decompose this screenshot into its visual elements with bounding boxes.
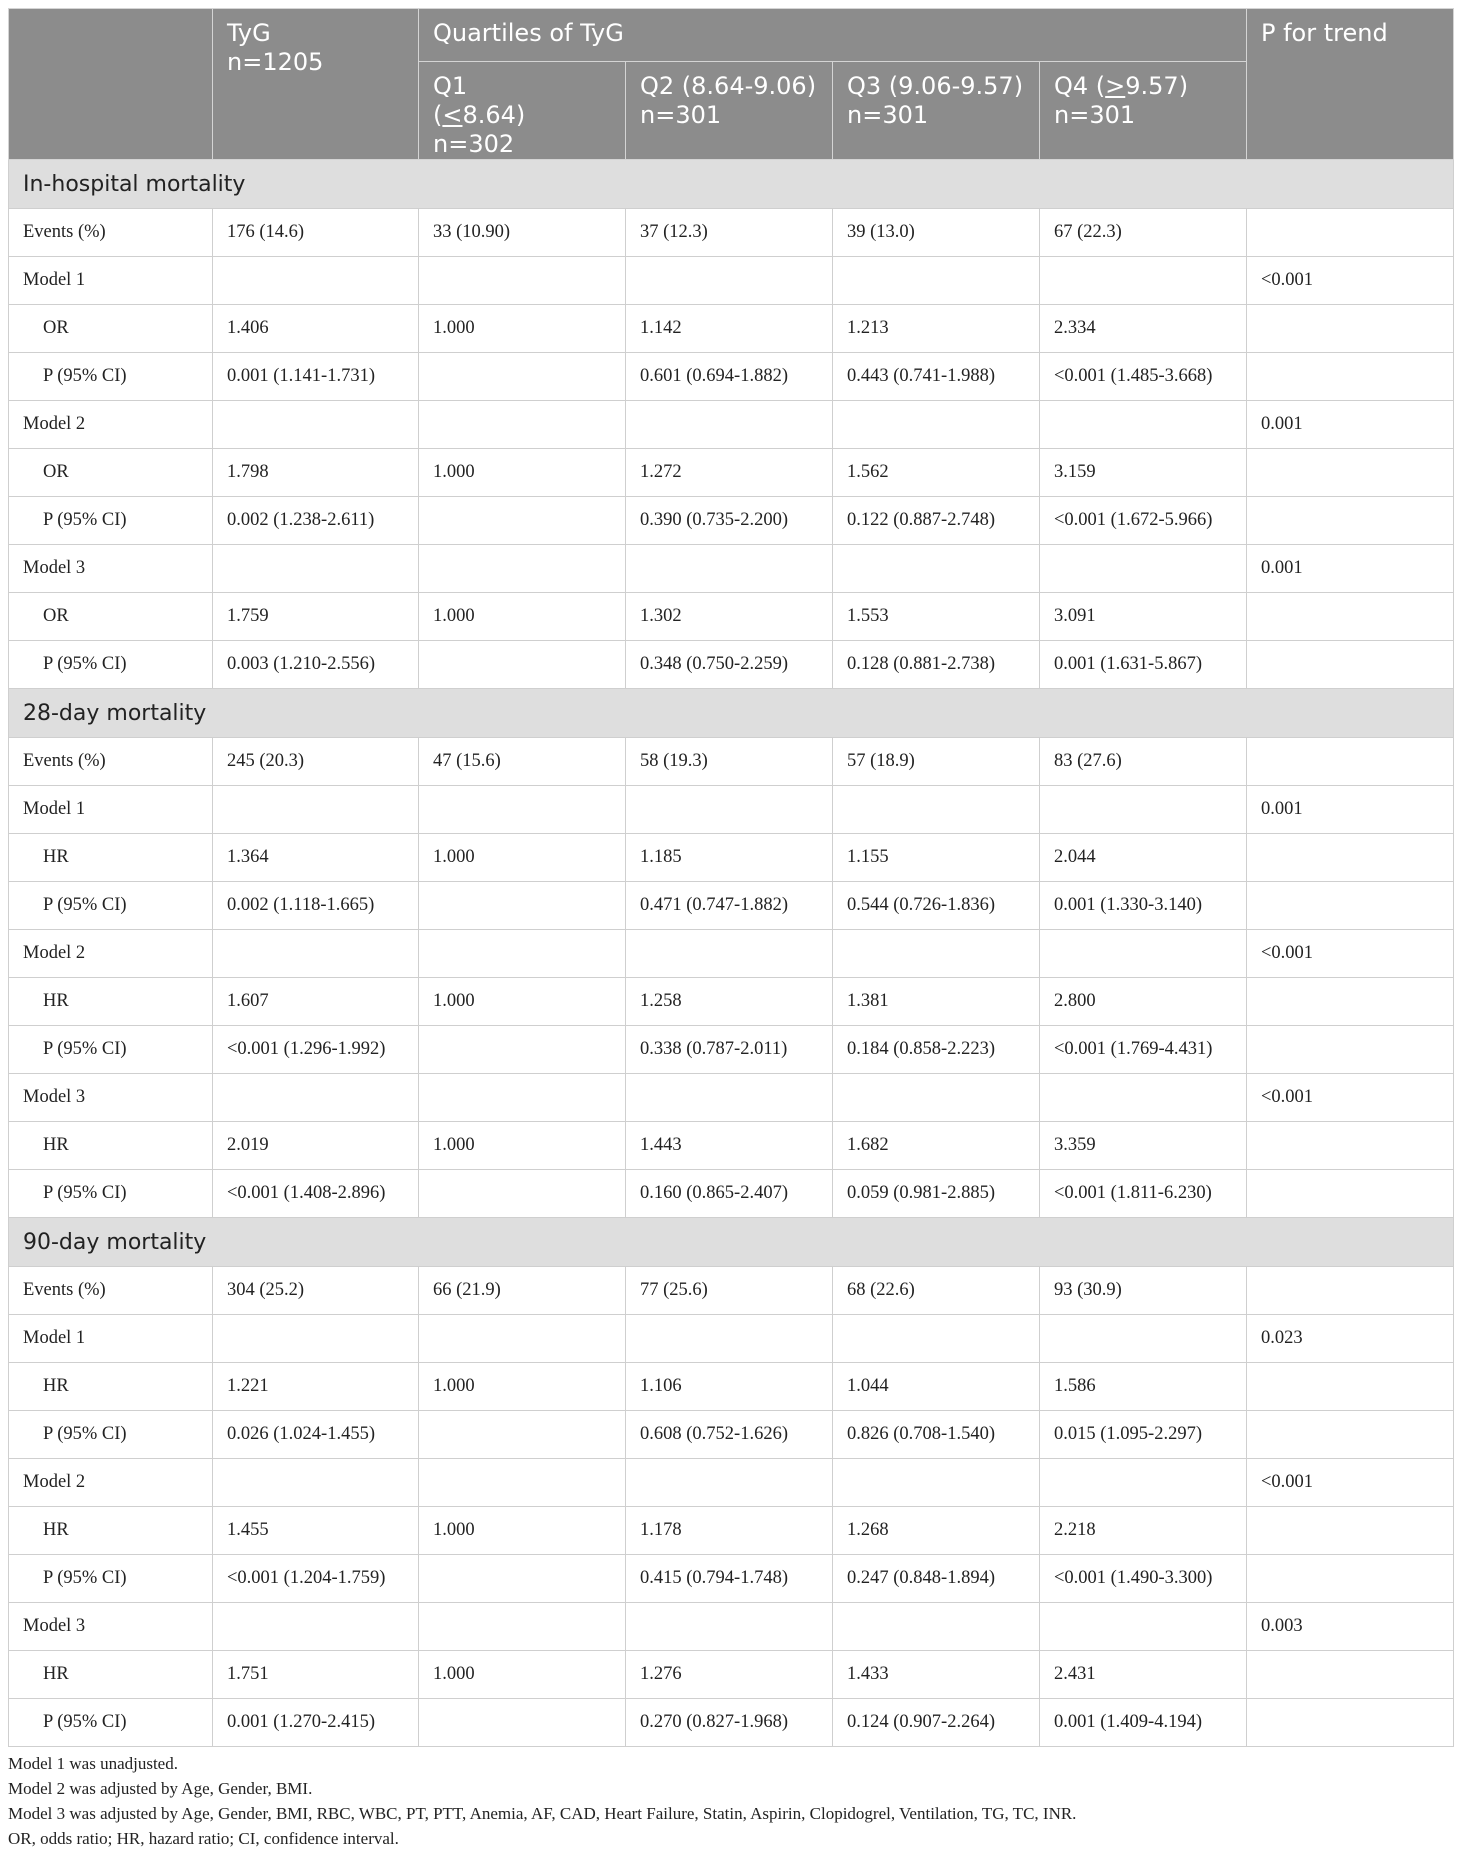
table-cell: 0.415 (0.794-1.748) <box>626 1555 833 1603</box>
table-cell: 1.798 <box>213 449 419 497</box>
header-tyg-n: n=1205 <box>227 48 324 76</box>
ratio-row <box>9 305 1454 353</box>
table-cell: <0.001 (1.811-6.230) <box>1040 1170 1247 1218</box>
table-cell: 0.128 (0.881-2.738) <box>833 641 1040 689</box>
model-row <box>9 786 1454 834</box>
table-cell: 1.607 <box>213 978 419 1026</box>
table-cell: 1.000 <box>419 449 626 497</box>
table-cell: 1.155 <box>833 834 1040 882</box>
model-row <box>9 930 1454 978</box>
table-cell: 1.553 <box>833 593 1040 641</box>
table-cell: 0.471 (0.747-1.882) <box>626 882 833 930</box>
table-cell: 1.000 <box>419 1507 626 1555</box>
footnotes <box>8 1751 1453 1851</box>
footnote-line: Model 3 was adjusted by Age, Gender, BMI, RBC, WBC, PT, PTT, Anemia, AF, CAD, Heart Failure, Statin, Aspirin, Clopidogrel, Ventilation, TG, TC, INR. <box>8 1804 1077 1823</box>
table-cell: 0.002 (1.118-1.665) <box>213 882 419 930</box>
header-blank <box>9 9 213 160</box>
p-ci-row <box>9 641 1454 689</box>
table-cell: 1.302 <box>626 593 833 641</box>
table-cell: 0.001 (1.409-4.194) <box>1040 1699 1247 1747</box>
ratio-row <box>9 593 1454 641</box>
table-cell: 68 (22.6) <box>833 1267 1040 1315</box>
table-cell: 3.359 <box>1040 1122 1247 1170</box>
table-cell: Events (%) <box>9 209 213 257</box>
table-cell: <0.001 (1.769-4.431) <box>1040 1026 1247 1074</box>
table-cell: 93 (30.9) <box>1040 1267 1247 1315</box>
table-cell: HR <box>9 1363 213 1411</box>
table-cell: 0.001 (1.631-5.867) <box>1040 641 1247 689</box>
page <box>8 8 1453 1851</box>
p-trend-value: <0.001 <box>1247 930 1454 978</box>
table-cell <box>1247 641 1454 689</box>
table-cell <box>1247 1411 1454 1459</box>
table-cell: 1.562 <box>833 449 1040 497</box>
table-cell: 2.431 <box>1040 1651 1247 1699</box>
table-cell: 33 (10.90) <box>419 209 626 257</box>
table-cell <box>1247 882 1454 930</box>
table-cell <box>1040 1603 1247 1651</box>
table-cell: 2.334 <box>1040 305 1247 353</box>
table-cell: 1.272 <box>626 449 833 497</box>
table-cell <box>419 641 626 689</box>
table-cell: HR <box>9 978 213 1026</box>
p-trend-value: 0.001 <box>1247 545 1454 593</box>
table-cell <box>419 786 626 834</box>
events-row <box>9 1267 1454 1315</box>
header-tyg-title: TyG <box>227 19 271 47</box>
table-cell <box>419 1074 626 1122</box>
table-cell: 304 (25.2) <box>213 1267 419 1315</box>
table-cell: 1.586 <box>1040 1363 1247 1411</box>
table-cell: 1.000 <box>419 1363 626 1411</box>
table-cell <box>419 1459 626 1507</box>
table-cell: 3.159 <box>1040 449 1247 497</box>
table-cell: 0.270 (0.827-1.968) <box>626 1699 833 1747</box>
table-cell: 1.443 <box>626 1122 833 1170</box>
table-cell <box>626 545 833 593</box>
p-trend-value: 0.003 <box>1247 1603 1454 1651</box>
model-row <box>9 1315 1454 1363</box>
events-row <box>9 738 1454 786</box>
table-cell: Events (%) <box>9 1267 213 1315</box>
table-cell <box>626 1459 833 1507</box>
p-trend-value: 0.001 <box>1247 786 1454 834</box>
model-label: Model 2 <box>9 930 213 978</box>
model-row <box>9 401 1454 449</box>
table-cell <box>1040 930 1247 978</box>
table-cell: 1.759 <box>213 593 419 641</box>
table-cell <box>419 1699 626 1747</box>
events-row <box>9 209 1454 257</box>
table-cell <box>833 930 1040 978</box>
table-cell: OR <box>9 449 213 497</box>
p-ci-row <box>9 353 1454 401</box>
table-cell: 1.142 <box>626 305 833 353</box>
header-q1 <box>419 62 626 160</box>
table-cell <box>833 1315 1040 1363</box>
table-cell: 1.000 <box>419 978 626 1026</box>
model-label: Model 3 <box>9 1074 213 1122</box>
table-cell <box>1247 305 1454 353</box>
table-cell: 1.000 <box>419 593 626 641</box>
table-cell <box>1247 1122 1454 1170</box>
table-cell <box>1247 1507 1454 1555</box>
table-cell: <0.001 (1.296-1.992) <box>213 1026 419 1074</box>
table-cell <box>419 1603 626 1651</box>
table-cell <box>213 1459 419 1507</box>
table-cell: Events (%) <box>9 738 213 786</box>
table-cell <box>626 1315 833 1363</box>
table-cell <box>833 1074 1040 1122</box>
table-cell: <0.001 (1.408-2.896) <box>213 1170 419 1218</box>
table-cell: 0.826 (0.708-1.540) <box>833 1411 1040 1459</box>
p-trend-value: <0.001 <box>1247 257 1454 305</box>
table-cell <box>1247 209 1454 257</box>
table-cell: 57 (18.9) <box>833 738 1040 786</box>
table-cell <box>1247 497 1454 545</box>
table-cell: HR <box>9 1122 213 1170</box>
table-cell: 3.091 <box>1040 593 1247 641</box>
table-cell <box>626 257 833 305</box>
table-cell <box>833 1603 1040 1651</box>
table-cell: 1.455 <box>213 1507 419 1555</box>
model-label: Model 1 <box>9 257 213 305</box>
table-cell <box>1247 1651 1454 1699</box>
table-cell: 2.218 <box>1040 1507 1247 1555</box>
model-row <box>9 1459 1454 1507</box>
table-cell: 1.221 <box>213 1363 419 1411</box>
table-cell: 245 (20.3) <box>213 738 419 786</box>
results-table <box>8 8 1454 1747</box>
table-cell <box>1247 1555 1454 1603</box>
header-q3: Q3 (9.06-9.57) n=301 <box>833 62 1040 160</box>
table-cell: 0.001 (1.330-3.140) <box>1040 882 1247 930</box>
table-cell <box>1040 401 1247 449</box>
table-cell: 1.433 <box>833 1651 1040 1699</box>
table-cell: 0.390 (0.735-2.200) <box>626 497 833 545</box>
table-cell <box>1040 1459 1247 1507</box>
table-cell: 0.544 (0.726-1.836) <box>833 882 1040 930</box>
header-q1-open: ( <box>433 101 443 129</box>
table-cell: 0.338 (0.787-2.011) <box>626 1026 833 1074</box>
table-cell: 39 (13.0) <box>833 209 1040 257</box>
table-cell: P (95% CI) <box>9 353 213 401</box>
table-cell <box>833 1459 1040 1507</box>
header-p-trend: P for trend <box>1247 9 1454 160</box>
table-cell: HR <box>9 834 213 882</box>
table-cell <box>213 545 419 593</box>
table-cell: 1.258 <box>626 978 833 1026</box>
table-cell: HR <box>9 1651 213 1699</box>
model-label: Model 1 <box>9 1315 213 1363</box>
table-cell <box>1040 1074 1247 1122</box>
table-cell: 1.406 <box>213 305 419 353</box>
table-cell <box>1247 978 1454 1026</box>
ratio-row <box>9 1651 1454 1699</box>
table-cell: 1.751 <box>213 1651 419 1699</box>
table-cell: 1.106 <box>626 1363 833 1411</box>
table-cell <box>1247 834 1454 882</box>
section-title: In-hospital mortality <box>9 160 1454 209</box>
table-cell <box>419 1411 626 1459</box>
ratio-row <box>9 1507 1454 1555</box>
header-q4-symbol: > <box>1105 72 1126 100</box>
table-cell: 0.601 (0.694-1.882) <box>626 353 833 401</box>
table-cell: <0.001 (1.204-1.759) <box>213 1555 419 1603</box>
table-cell: P (95% CI) <box>9 1555 213 1603</box>
model-label: Model 1 <box>9 786 213 834</box>
table-cell <box>213 930 419 978</box>
header-q1-symbol: < <box>442 101 463 129</box>
header-q1-label: Q1 <box>433 72 468 100</box>
table-cell: 0.160 (0.865-2.407) <box>626 1170 833 1218</box>
table-cell: 66 (21.9) <box>419 1267 626 1315</box>
table-cell: 1.185 <box>626 834 833 882</box>
section-row <box>9 160 1454 209</box>
table-cell <box>1247 449 1454 497</box>
header-q2: Q2 (8.64-9.06) n=301 <box>626 62 833 160</box>
table-cell: 1.268 <box>833 1507 1040 1555</box>
section-title: 90-day mortality <box>9 1218 1454 1267</box>
p-ci-row <box>9 1699 1454 1747</box>
table-cell <box>1247 738 1454 786</box>
ratio-row <box>9 449 1454 497</box>
table-cell: 0.002 (1.238-2.611) <box>213 497 419 545</box>
header-q4-label: Q4 ( <box>1054 72 1106 100</box>
table-cell: <0.001 (1.672-5.966) <box>1040 497 1247 545</box>
model-label: Model 2 <box>9 401 213 449</box>
table-cell: 0.247 (0.848-1.894) <box>833 1555 1040 1603</box>
table-cell: 0.443 (0.741-1.988) <box>833 353 1040 401</box>
table-cell: 1.213 <box>833 305 1040 353</box>
ratio-row <box>9 834 1454 882</box>
table-cell: P (95% CI) <box>9 1026 213 1074</box>
table-body <box>9 160 1454 1747</box>
table-cell <box>1247 1363 1454 1411</box>
table-cell: 0.124 (0.907-2.264) <box>833 1699 1040 1747</box>
footnote-line: OR, odds ratio; HR, hazard ratio; CI, confidence interval. <box>8 1829 399 1848</box>
table-cell <box>419 1026 626 1074</box>
p-trend-value: <0.001 <box>1247 1459 1454 1507</box>
table-cell <box>626 401 833 449</box>
table-cell: P (95% CI) <box>9 1699 213 1747</box>
table-cell: 1.178 <box>626 1507 833 1555</box>
table-cell <box>419 401 626 449</box>
header-quartiles: Quartiles of TyG <box>419 9 1247 62</box>
table-cell <box>419 1170 626 1218</box>
table-cell: 0.015 (1.095-2.297) <box>1040 1411 1247 1459</box>
table-cell: 0.184 (0.858-2.223) <box>833 1026 1040 1074</box>
section-row <box>9 689 1454 738</box>
section-title: 28-day mortality <box>9 689 1454 738</box>
model-row <box>9 257 1454 305</box>
table-cell <box>419 545 626 593</box>
header-q4 <box>1040 62 1247 160</box>
table-header <box>9 9 1454 160</box>
table-cell <box>1040 1315 1247 1363</box>
table-cell <box>213 786 419 834</box>
model-label: Model 2 <box>9 1459 213 1507</box>
table-cell: 83 (27.6) <box>1040 738 1247 786</box>
model-row <box>9 1603 1454 1651</box>
table-cell: 58 (19.3) <box>626 738 833 786</box>
table-cell <box>213 1603 419 1651</box>
p-ci-row <box>9 1555 1454 1603</box>
table-cell <box>1040 786 1247 834</box>
table-cell <box>1247 1170 1454 1218</box>
table-cell: 1.364 <box>213 834 419 882</box>
table-cell <box>419 257 626 305</box>
table-cell <box>833 257 1040 305</box>
table-cell <box>1040 545 1247 593</box>
table-cell: 0.003 (1.210-2.556) <box>213 641 419 689</box>
table-cell: P (95% CI) <box>9 1170 213 1218</box>
table-cell <box>419 353 626 401</box>
table-cell: 1.000 <box>419 834 626 882</box>
table-cell: 2.019 <box>213 1122 419 1170</box>
table-cell <box>419 1555 626 1603</box>
p-ci-row <box>9 497 1454 545</box>
table-cell <box>626 930 833 978</box>
p-ci-row <box>9 1411 1454 1459</box>
table-cell: 1.276 <box>626 1651 833 1699</box>
ratio-row <box>9 1122 1454 1170</box>
p-trend-value: 0.023 <box>1247 1315 1454 1363</box>
table-cell: 1.381 <box>833 978 1040 1026</box>
table-cell: 0.001 (1.141-1.731) <box>213 353 419 401</box>
table-cell: P (95% CI) <box>9 497 213 545</box>
table-cell: 47 (15.6) <box>419 738 626 786</box>
table-cell <box>419 497 626 545</box>
table-cell: 1.000 <box>419 305 626 353</box>
section-row <box>9 1218 1454 1267</box>
model-label: Model 3 <box>9 545 213 593</box>
header-q4-rest: 9.57) n=301 <box>1054 72 1189 129</box>
footnote-line: Model 1 was unadjusted. <box>8 1754 178 1773</box>
table-cell <box>213 1315 419 1363</box>
table-cell <box>626 786 833 834</box>
table-cell: <0.001 (1.485-3.668) <box>1040 353 1247 401</box>
table-cell <box>1247 1267 1454 1315</box>
model-row <box>9 545 1454 593</box>
table-cell: OR <box>9 305 213 353</box>
p-trend-value: <0.001 <box>1247 1074 1454 1122</box>
table-cell: P (95% CI) <box>9 1411 213 1459</box>
table-cell <box>419 882 626 930</box>
table-cell: P (95% CI) <box>9 641 213 689</box>
table-cell <box>213 401 419 449</box>
table-cell: 77 (25.6) <box>626 1267 833 1315</box>
table-cell: 0.059 (0.981-2.885) <box>833 1170 1040 1218</box>
table-cell: 1.000 <box>419 1651 626 1699</box>
table-cell: 1.000 <box>419 1122 626 1170</box>
table-cell: 0.608 (0.752-1.626) <box>626 1411 833 1459</box>
table-cell: HR <box>9 1507 213 1555</box>
table-cell: 1.044 <box>833 1363 1040 1411</box>
ratio-row <box>9 1363 1454 1411</box>
table-cell <box>833 786 1040 834</box>
table-cell <box>419 930 626 978</box>
p-ci-row <box>9 882 1454 930</box>
footnote-line: Model 2 was adjusted by Age, Gender, BMI. <box>8 1779 313 1798</box>
table-cell: 0.026 (1.024-1.455) <box>213 1411 419 1459</box>
model-label: Model 3 <box>9 1603 213 1651</box>
table-cell: 37 (12.3) <box>626 209 833 257</box>
table-cell <box>833 545 1040 593</box>
table-cell <box>1247 1699 1454 1747</box>
table-cell <box>213 1074 419 1122</box>
header-q1-rest: 8.64) n=302 <box>433 101 526 158</box>
table-cell <box>419 1315 626 1363</box>
table-cell: OR <box>9 593 213 641</box>
header-tyg <box>213 9 419 160</box>
table-cell: <0.001 (1.490-3.300) <box>1040 1555 1247 1603</box>
table-cell <box>626 1603 833 1651</box>
table-cell: 0.001 (1.270-2.415) <box>213 1699 419 1747</box>
p-trend-value: 0.001 <box>1247 401 1454 449</box>
model-row <box>9 1074 1454 1122</box>
table-cell <box>1247 1026 1454 1074</box>
table-cell <box>833 401 1040 449</box>
p-ci-row <box>9 1026 1454 1074</box>
table-cell: 67 (22.3) <box>1040 209 1247 257</box>
table-cell <box>213 257 419 305</box>
table-cell <box>1247 353 1454 401</box>
table-cell <box>1040 257 1247 305</box>
table-cell: 0.348 (0.750-2.259) <box>626 641 833 689</box>
table-cell: 176 (14.6) <box>213 209 419 257</box>
table-cell: P (95% CI) <box>9 882 213 930</box>
table-cell <box>626 1074 833 1122</box>
table-cell <box>1247 593 1454 641</box>
ratio-row <box>9 978 1454 1026</box>
table-cell: 2.800 <box>1040 978 1247 1026</box>
table-cell: 1.682 <box>833 1122 1040 1170</box>
table-cell: 0.122 (0.887-2.748) <box>833 497 1040 545</box>
table-cell: 2.044 <box>1040 834 1247 882</box>
p-ci-row <box>9 1170 1454 1218</box>
